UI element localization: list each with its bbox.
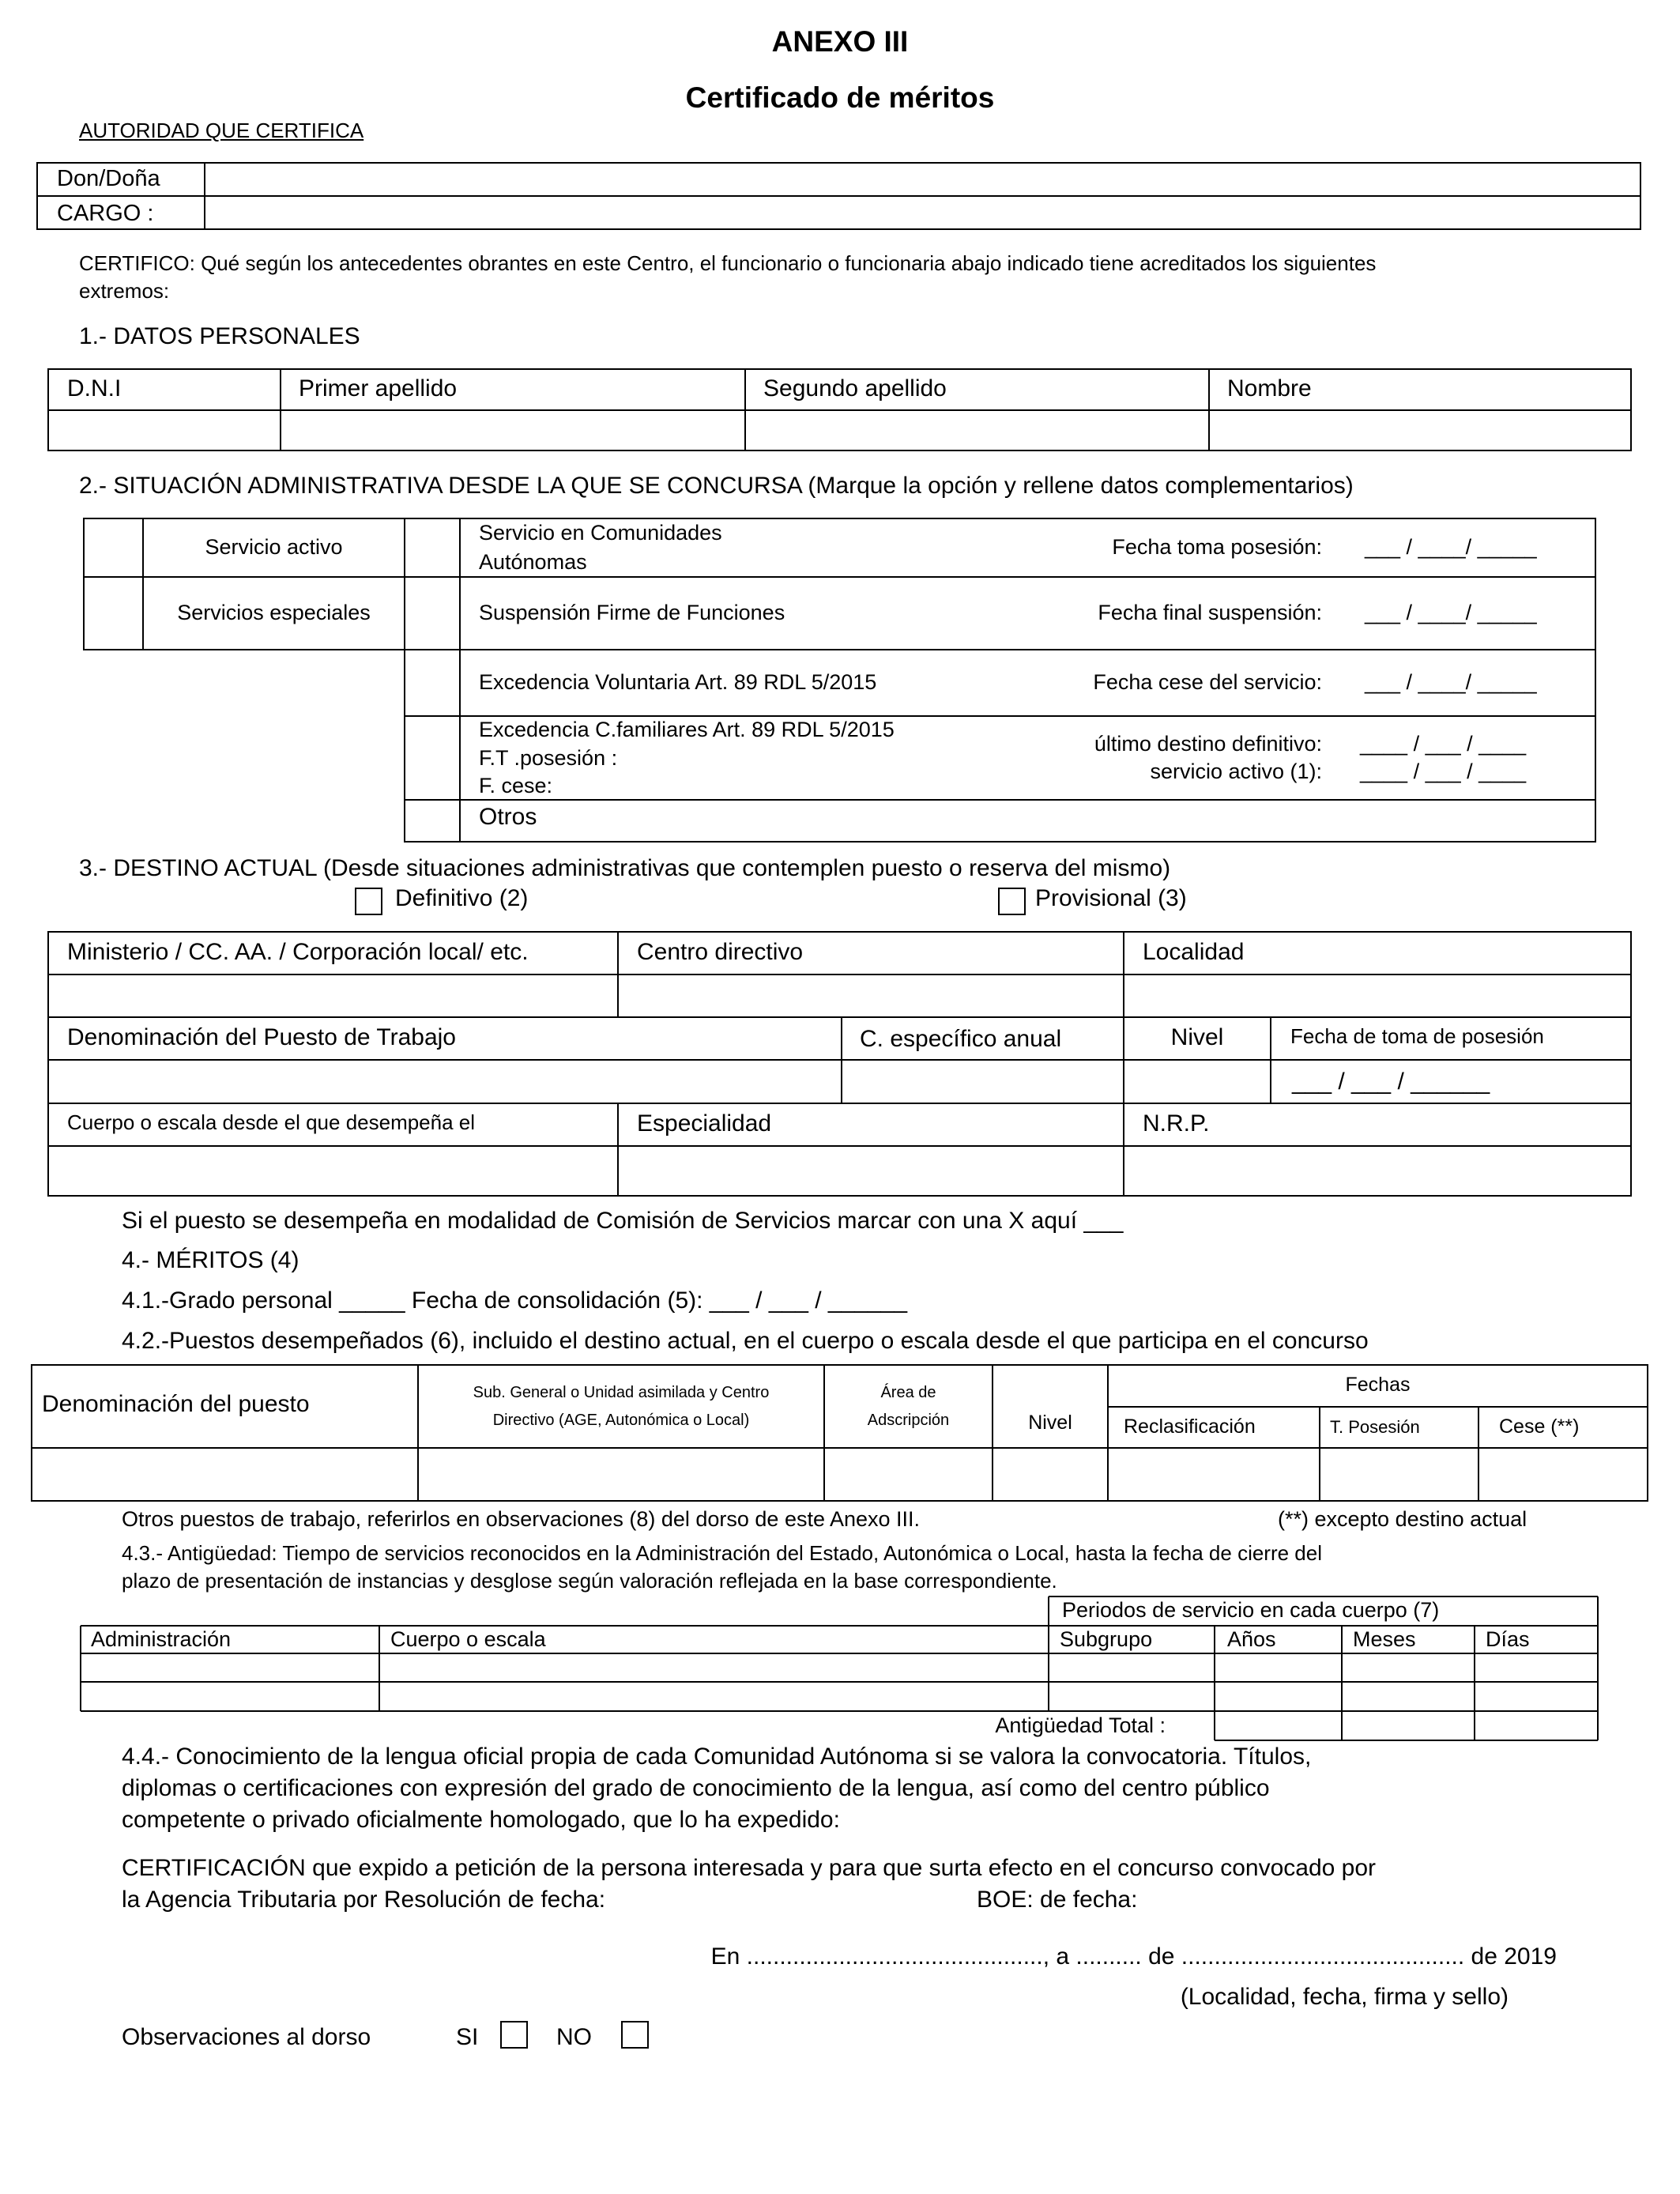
certification-line2a: la Agencia Tributaria por Resolución de fecha: bbox=[122, 1887, 606, 1913]
certification-line2b: BOE: de fecha: bbox=[977, 1887, 1138, 1913]
ccaa-date-blank[interactable]: ___ / ____/ _____ bbox=[1365, 535, 1537, 559]
seniority-text-line1: 4.3.- Antigüedad: Tiempo de servicios reconocidos en la Administración del Estado, Autonómica o Local, hasta la fecha de cierre del bbox=[122, 1541, 1323, 1565]
section1-title: 1.- DATOS PERSONALES bbox=[79, 323, 360, 349]
special-services-label: Servicios especiales bbox=[177, 601, 371, 624]
active-service-date-blank[interactable]: ____ / ___ / ____ bbox=[1360, 760, 1527, 783]
yes-checkbox[interactable] bbox=[500, 2021, 528, 2049]
language-text-line2: diplomas o certificaciones con expresión del grado de conocimiento de la lengua, así como del centro público bbox=[122, 1775, 1270, 1801]
last-destination-date-blank[interactable]: ____ / ___ / ____ bbox=[1360, 732, 1527, 756]
definitive-checkbox[interactable] bbox=[355, 888, 382, 915]
specialty-field[interactable] bbox=[620, 1148, 1122, 1194]
service-periods-header: Periodos de servicio en cada cuerpo (7) bbox=[1062, 1598, 1440, 1622]
total-seniority-label: Antigüedad Total : bbox=[995, 1713, 1166, 1737]
certify-text-line1: CERTIFICO: Qué según los antecedentes obrantes en este Centro, el funcionario o funcionaria abajo indicado tiene acreditados los siguientes bbox=[79, 251, 1377, 275]
sub-unit-header-line1: Sub. General o Unidad asimilada y Centro bbox=[473, 1384, 770, 1401]
col-name: Nombre bbox=[1227, 375, 1312, 401]
others-checkbox[interactable] bbox=[406, 801, 458, 840]
place-date-line: En ............................................., a .......... de ........................................... de 2019 bbox=[710, 1943, 1557, 1970]
commission-text: Si el puesto se desempeña en modalidad de Comisión de Servicios marcar con una X aquí ___ bbox=[122, 1208, 1124, 1234]
body-scale-field[interactable] bbox=[50, 1148, 616, 1194]
possession-date-blank[interactable]: ___ / ___ / ______ bbox=[1292, 1069, 1490, 1095]
ministry-field[interactable] bbox=[50, 976, 616, 1016]
provisional-label: Provisional (3) bbox=[1035, 885, 1187, 911]
specific-complement-field[interactable] bbox=[843, 1061, 1122, 1102]
area-header-line1: Área de bbox=[880, 1384, 936, 1401]
col-first-surname: Primer apellido bbox=[299, 375, 458, 401]
authority-heading: AUTORIDAD QUE CERTIFICA bbox=[79, 119, 364, 142]
post-name-header: Denominación del puesto bbox=[42, 1391, 310, 1417]
first-surname-field[interactable] bbox=[282, 412, 744, 449]
positions-row[interactable] bbox=[33, 1449, 1646, 1499]
voluntary-leave-label: Excedencia Voluntaria Art. 89 RDL 5/2015 bbox=[479, 670, 877, 694]
job-title-header: Denominación del Puesto de Trabajo bbox=[67, 1024, 456, 1050]
section3-title: 3.- DESTINO ACTUAL (Desde situaciones administrativas que contemplen puesto o reserva del mismo) bbox=[79, 855, 1171, 881]
other-posts-note: Otros puestos de trabajo, referirlos en observaciones (8) del dorso de este Anexo III. bbox=[122, 1507, 921, 1531]
cease-header: Cese (**) bbox=[1499, 1416, 1580, 1438]
years-header: Años bbox=[1227, 1627, 1276, 1651]
subgroup-header: Subgrupo bbox=[1060, 1627, 1153, 1651]
administration-header: Administración bbox=[91, 1627, 232, 1651]
body-scale-header: Cuerpo o escala desde el que desempeña el bbox=[67, 1110, 476, 1134]
body-header: Cuerpo o escala bbox=[390, 1627, 546, 1651]
position-label: CARGO : bbox=[57, 201, 154, 226]
family-leave-label-line2: F.T .posesión : bbox=[479, 746, 618, 770]
locality-header: Localidad bbox=[1143, 939, 1245, 965]
suspension-date-label: Fecha final suspensión: bbox=[1098, 601, 1322, 624]
seniority-row-1[interactable] bbox=[82, 1655, 1596, 1680]
active-service-label: Servicio activo bbox=[205, 535, 343, 559]
yes-label: SI bbox=[456, 2024, 479, 2050]
document-title: Certificado de méritos bbox=[685, 81, 995, 114]
ministry-header: Ministerio / CC. AA. / Corporación local/ etc. bbox=[67, 939, 529, 965]
others-label: Otros bbox=[479, 804, 537, 830]
second-surname-field[interactable] bbox=[747, 412, 1207, 449]
section2-title: 2.- SITUACIÓN ADMINISTRATIVA DESDE LA QUE SE CONCURSA (Marque la opción y rellene datos complementarios) bbox=[79, 473, 1354, 499]
positions-level-header: Nivel bbox=[1028, 1412, 1072, 1434]
possession-header: T. Posesión bbox=[1330, 1417, 1420, 1437]
last-destination-date-label: último destino definitivo: bbox=[1094, 732, 1322, 756]
nrp-header: N.R.P. bbox=[1143, 1110, 1210, 1137]
no-checkbox[interactable] bbox=[621, 2021, 649, 2049]
reclassification-header: Reclasificación bbox=[1124, 1416, 1256, 1438]
language-text-line1: 4.4.- Conocimiento de la lengua oficial propia de cada Comunidad Autónoma si se valora la convocatoria. Títulos, bbox=[122, 1744, 1312, 1770]
voluntary-leave-date-label: Fecha cese del servicio: bbox=[1093, 670, 1322, 694]
certification-line1: CERTIFICACIÓN que expido a petición de la persona interesada y para que surta efecto en el concurso convocado por bbox=[122, 1855, 1377, 1881]
given-name-field[interactable] bbox=[1211, 412, 1629, 449]
ccaa-label-line2: Autónomas bbox=[479, 550, 587, 574]
voluntary-leave-checkbox[interactable] bbox=[406, 651, 458, 714]
level-field[interactable] bbox=[1125, 1061, 1269, 1102]
family-leave-label-line1: Excedencia C.familiares Art. 89 RDL 5/2015 bbox=[479, 718, 895, 741]
active-service-date-label: servicio activo (1): bbox=[1150, 760, 1322, 783]
name-label: Don/Doña bbox=[57, 166, 160, 191]
area-header-line2: Adscripción bbox=[867, 1412, 950, 1429]
dni-field[interactable] bbox=[50, 412, 279, 449]
seniority-text-line2: plazo de presentación de instancias y desglose según valoración reflejada en la base correspondiente. bbox=[122, 1569, 1057, 1593]
col-second-surname: Segundo apellido bbox=[763, 375, 947, 401]
job-title-field[interactable] bbox=[50, 1061, 840, 1102]
name-field[interactable] bbox=[206, 164, 1639, 195]
locality-field[interactable] bbox=[1125, 976, 1629, 1016]
special-services-checkbox[interactable] bbox=[85, 579, 141, 648]
ccaa-date-label: Fecha toma posesión: bbox=[1112, 535, 1322, 559]
no-label: NO bbox=[556, 2024, 592, 2050]
directorate-field[interactable] bbox=[620, 976, 1122, 1016]
language-text-line3: competente o privado oficialmente homologado, que lo ha expedido: bbox=[122, 1807, 840, 1833]
family-leave-checkbox[interactable] bbox=[406, 718, 458, 798]
specific-complement-header: C. específico anual bbox=[860, 1026, 1062, 1052]
directorate-header: Centro directivo bbox=[637, 939, 804, 965]
months-header: Meses bbox=[1353, 1627, 1416, 1651]
suspension-label: Suspensión Firme de Funciones bbox=[479, 601, 785, 624]
ccaa-label-line1: Servicio en Comunidades bbox=[479, 521, 722, 545]
suspension-date-blank[interactable]: ___ / ____/ _____ bbox=[1365, 601, 1537, 624]
total-seniority-field[interactable] bbox=[1216, 1713, 1596, 1739]
observations-label: Observaciones al dorso bbox=[122, 2024, 371, 2050]
sub-unit-header-line2: Directivo (AGE, Autonómica o Local) bbox=[492, 1412, 750, 1429]
days-header: Días bbox=[1486, 1627, 1530, 1651]
positions-title: 4.2.-Puestos desempeñados (6), incluido el destino actual, en el cuerpo o escala desde el que participa en el concurso bbox=[122, 1328, 1369, 1354]
possession-date-header: Fecha de toma de posesión bbox=[1290, 1024, 1544, 1048]
position-field[interactable] bbox=[206, 198, 1639, 228]
family-leave-label-line3: F. cese: bbox=[479, 774, 553, 797]
certify-text-line2: extremos: bbox=[79, 279, 170, 303]
annex-title: ANEXO III bbox=[771, 25, 909, 58]
signature-note: (Localidad, fecha, firma y sello) bbox=[1180, 1984, 1509, 2010]
dates-header: Fechas bbox=[1345, 1374, 1411, 1396]
active-service-checkbox[interactable] bbox=[85, 520, 141, 575]
personal-grade-line: 4.1.-Grado personal _____ Fecha de consolidación (5): ___ / ___ / ______ bbox=[122, 1287, 908, 1314]
provisional-checkbox[interactable] bbox=[998, 888, 1026, 915]
level-header: Nivel bbox=[1170, 1024, 1224, 1050]
voluntary-leave-date-blank[interactable]: ___ / ____/ _____ bbox=[1365, 670, 1537, 694]
ccaa-checkbox[interactable] bbox=[406, 520, 458, 575]
suspension-checkbox[interactable] bbox=[406, 579, 458, 648]
except-note: (**) excepto destino actual bbox=[1278, 1507, 1527, 1531]
seniority-row-2[interactable] bbox=[82, 1683, 1596, 1710]
section4-title: 4.- MÉRITOS (4) bbox=[122, 1247, 299, 1273]
col-dni: D.N.I bbox=[67, 375, 122, 401]
nrp-field[interactable] bbox=[1125, 1148, 1629, 1194]
specialty-header: Especialidad bbox=[637, 1110, 772, 1137]
definitive-label: Definitivo (2) bbox=[395, 885, 529, 911]
